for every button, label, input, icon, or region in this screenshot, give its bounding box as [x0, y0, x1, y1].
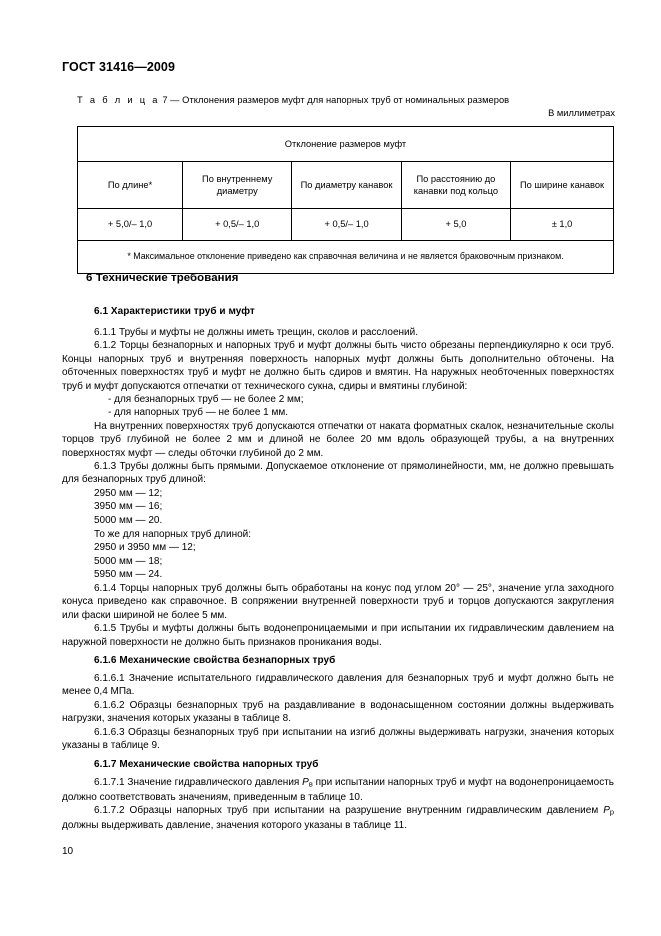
- table-value-4: ± 1,0: [511, 209, 614, 241]
- list-613a-item-1: 3950 мм — 16;: [94, 501, 163, 513]
- body-content: [62, 272, 614, 832]
- paragraph-6-1-7-1: [62, 776, 614, 804]
- list-613a-item-0: 2950 мм — 12;: [94, 487, 163, 499]
- deviations-table-wrapper: [77, 126, 614, 274]
- table-caption: [77, 95, 509, 105]
- paragraph-6-1-5: 6.1.5 Трубы и муфты должны быть водонепроницаемыми и при испытании их гидравлическим давлением на наружной поверхности не должно быть признаков проникания воды.: [62, 623, 614, 648]
- table-row-column-headers: [78, 162, 614, 209]
- table-colheader-1: По внутреннему диаметру: [183, 162, 292, 209]
- list-613b-item-2: 5950 мм — 24.: [94, 569, 163, 581]
- paragraph-6-1-2: 6.1.2 Торцы безнапорных и напорных труб и муфт должны быть чисто обрезаны перпендикулярно к оси труб. Концы напорных труб и внутренняя поверхность напорных муфт должны быть дополнительно обточены. На обточенных поверхностях труб и муфт не должно быть сдиров и вмятин. На наружных необточенных поверхностях труб и муфт допускаются отпечатки от технического сукна, сдиры и вмятины глубиной:: [62, 340, 614, 392]
- paragraph-6-1-6-1: 6.1.6.1 Значение испытательного гидравлического давления для безнапорных труб и муфт должно быть не менее 0,4 МПа.: [62, 673, 614, 698]
- table-value-2: + 0,5/– 1,0: [292, 209, 401, 241]
- symbol-pressure-water-subscript: в: [308, 779, 313, 789]
- table-colheader-0: По длине*: [78, 162, 183, 209]
- list-613a-item-2: 5000 мм — 20.: [94, 515, 163, 527]
- table-caption-label: Т а б л и ц а: [77, 95, 160, 105]
- spacer: [62, 284, 614, 306]
- symbol-pressure-water: P: [302, 776, 309, 788]
- dash-item-1: - для напорных труб — не более 1 мм.: [108, 407, 289, 419]
- table-span-header-cell: Отклонение размеров муфт: [78, 127, 614, 162]
- symbol-pressure-burst-subscript: р: [609, 807, 614, 817]
- table-units-note: В миллиметрах: [548, 108, 615, 118]
- symbol-pressure-burst: P: [603, 804, 610, 816]
- dash-item-0: - для безнапорных труб — не более 2 мм;: [108, 394, 304, 406]
- paragraph-6-1-4: 6.1.4 Торцы напорных труб должны быть обработаны на конус под углом 20° — 25°, значение угла заходного конуса приведено как справочное. В сопряжении внутренней поверхности труб и торцов допускаются закругления или фаски шириной не более 5 мм.: [62, 583, 614, 621]
- table-row-footnote: [78, 241, 614, 274]
- paragraph-6-1-6-2: 6.1.6.2 Образцы безнапорных труб на раздавливание в водонасыщенном состоянии должны выдерживать нагрузки, значения которых указаны в таблице 8.: [62, 699, 614, 725]
- table-value-1: + 0,5/– 1,0: [183, 209, 292, 241]
- table-caption-text: 7 — Отклонения размеров муфт для напорных труб от номинальных размеров: [162, 95, 510, 105]
- list-613b-item-0: 2950 и 3950 мм — 12;: [94, 542, 196, 554]
- table-value-3: + 5,0: [401, 209, 510, 241]
- paragraph-6-1-7-2-text-a: 6.1.7.2 Образцы напорных труб при испытании на разрушение внутренним гидравлическим давлением: [94, 804, 604, 816]
- deviations-table: [77, 126, 614, 274]
- table-row-span-header: [78, 127, 614, 162]
- paragraph-6-1-6-3: 6.1.6.3 Образцы безнапорных труб при испытании на изгиб должны выдерживать нагрузки, значения которых указаны в таблице 9.: [62, 726, 614, 752]
- paragraph-6-1-7-1-text-a: 6.1.7.1 Значение гидравлического давления: [94, 776, 303, 788]
- table-colheader-2: По диаметру канавок: [292, 162, 401, 209]
- list-613b-item-1: 5000 мм — 18;: [94, 555, 163, 567]
- table-row-values: [78, 209, 614, 241]
- paragraph-6-1-7-2-text-b: должны выдерживать давление, значения которого указаны в таблице 11.: [62, 819, 408, 831]
- list-613-mid: То же для напорных труб длиной:: [94, 528, 252, 540]
- paragraph-6-1-1: 6.1.1 Трубы и муфты не должны иметь трещин, сколов и расслоений.: [94, 327, 418, 338]
- paragraph-6-1-7-1-text-b: при испытании напорных труб и муфт на водонепроницаемость должно соответствовать значениям, приведенным в таблице 10.: [62, 776, 614, 803]
- table-colheader-3: По расстоянию до канавки под кольцо: [401, 162, 510, 209]
- section-heading-6-1: 6.1 Характеристики труб и муфт: [94, 306, 255, 317]
- paragraph-6-1-3: 6.1.3 Трубы должны быть прямыми. Допускаемое отклонение от прямолинейности, мм, не должно превышать для безнапорных труб длиной:: [62, 461, 614, 486]
- running-head: ГОСТ 31416—2009: [62, 60, 176, 74]
- paragraph-6-1-7-2: [62, 804, 614, 832]
- table-footnote-cell: * Максимальное отклонение приведено как справочная величина и не является браковочным признаком.: [78, 241, 614, 274]
- section-heading-6-1-6: 6.1.6 Механические свойства безнапорных труб: [94, 655, 336, 667]
- page-number: 10: [62, 846, 74, 857]
- section-heading-6-1-7: 6.1.7 Механические свойства напорных труб: [94, 758, 319, 770]
- spacer: [62, 317, 614, 326]
- section-heading-6: 6 Технические требования: [86, 272, 239, 284]
- paragraph-6-1-2-cont: На внутренних поверхностях труб допускаются отпечатки от наката форматных скалок, незначительные сколы торцов труб глубиной не более 2 мм и длиной не более 20 мм вдоль образующей трубы, а на внутренних поверхностях муфт — следы обточки глубиной до 2 мм.: [62, 420, 614, 459]
- table-colheader-4: По ширине канавок: [511, 162, 614, 209]
- table-value-0: + 5,0/– 1,0: [78, 209, 183, 241]
